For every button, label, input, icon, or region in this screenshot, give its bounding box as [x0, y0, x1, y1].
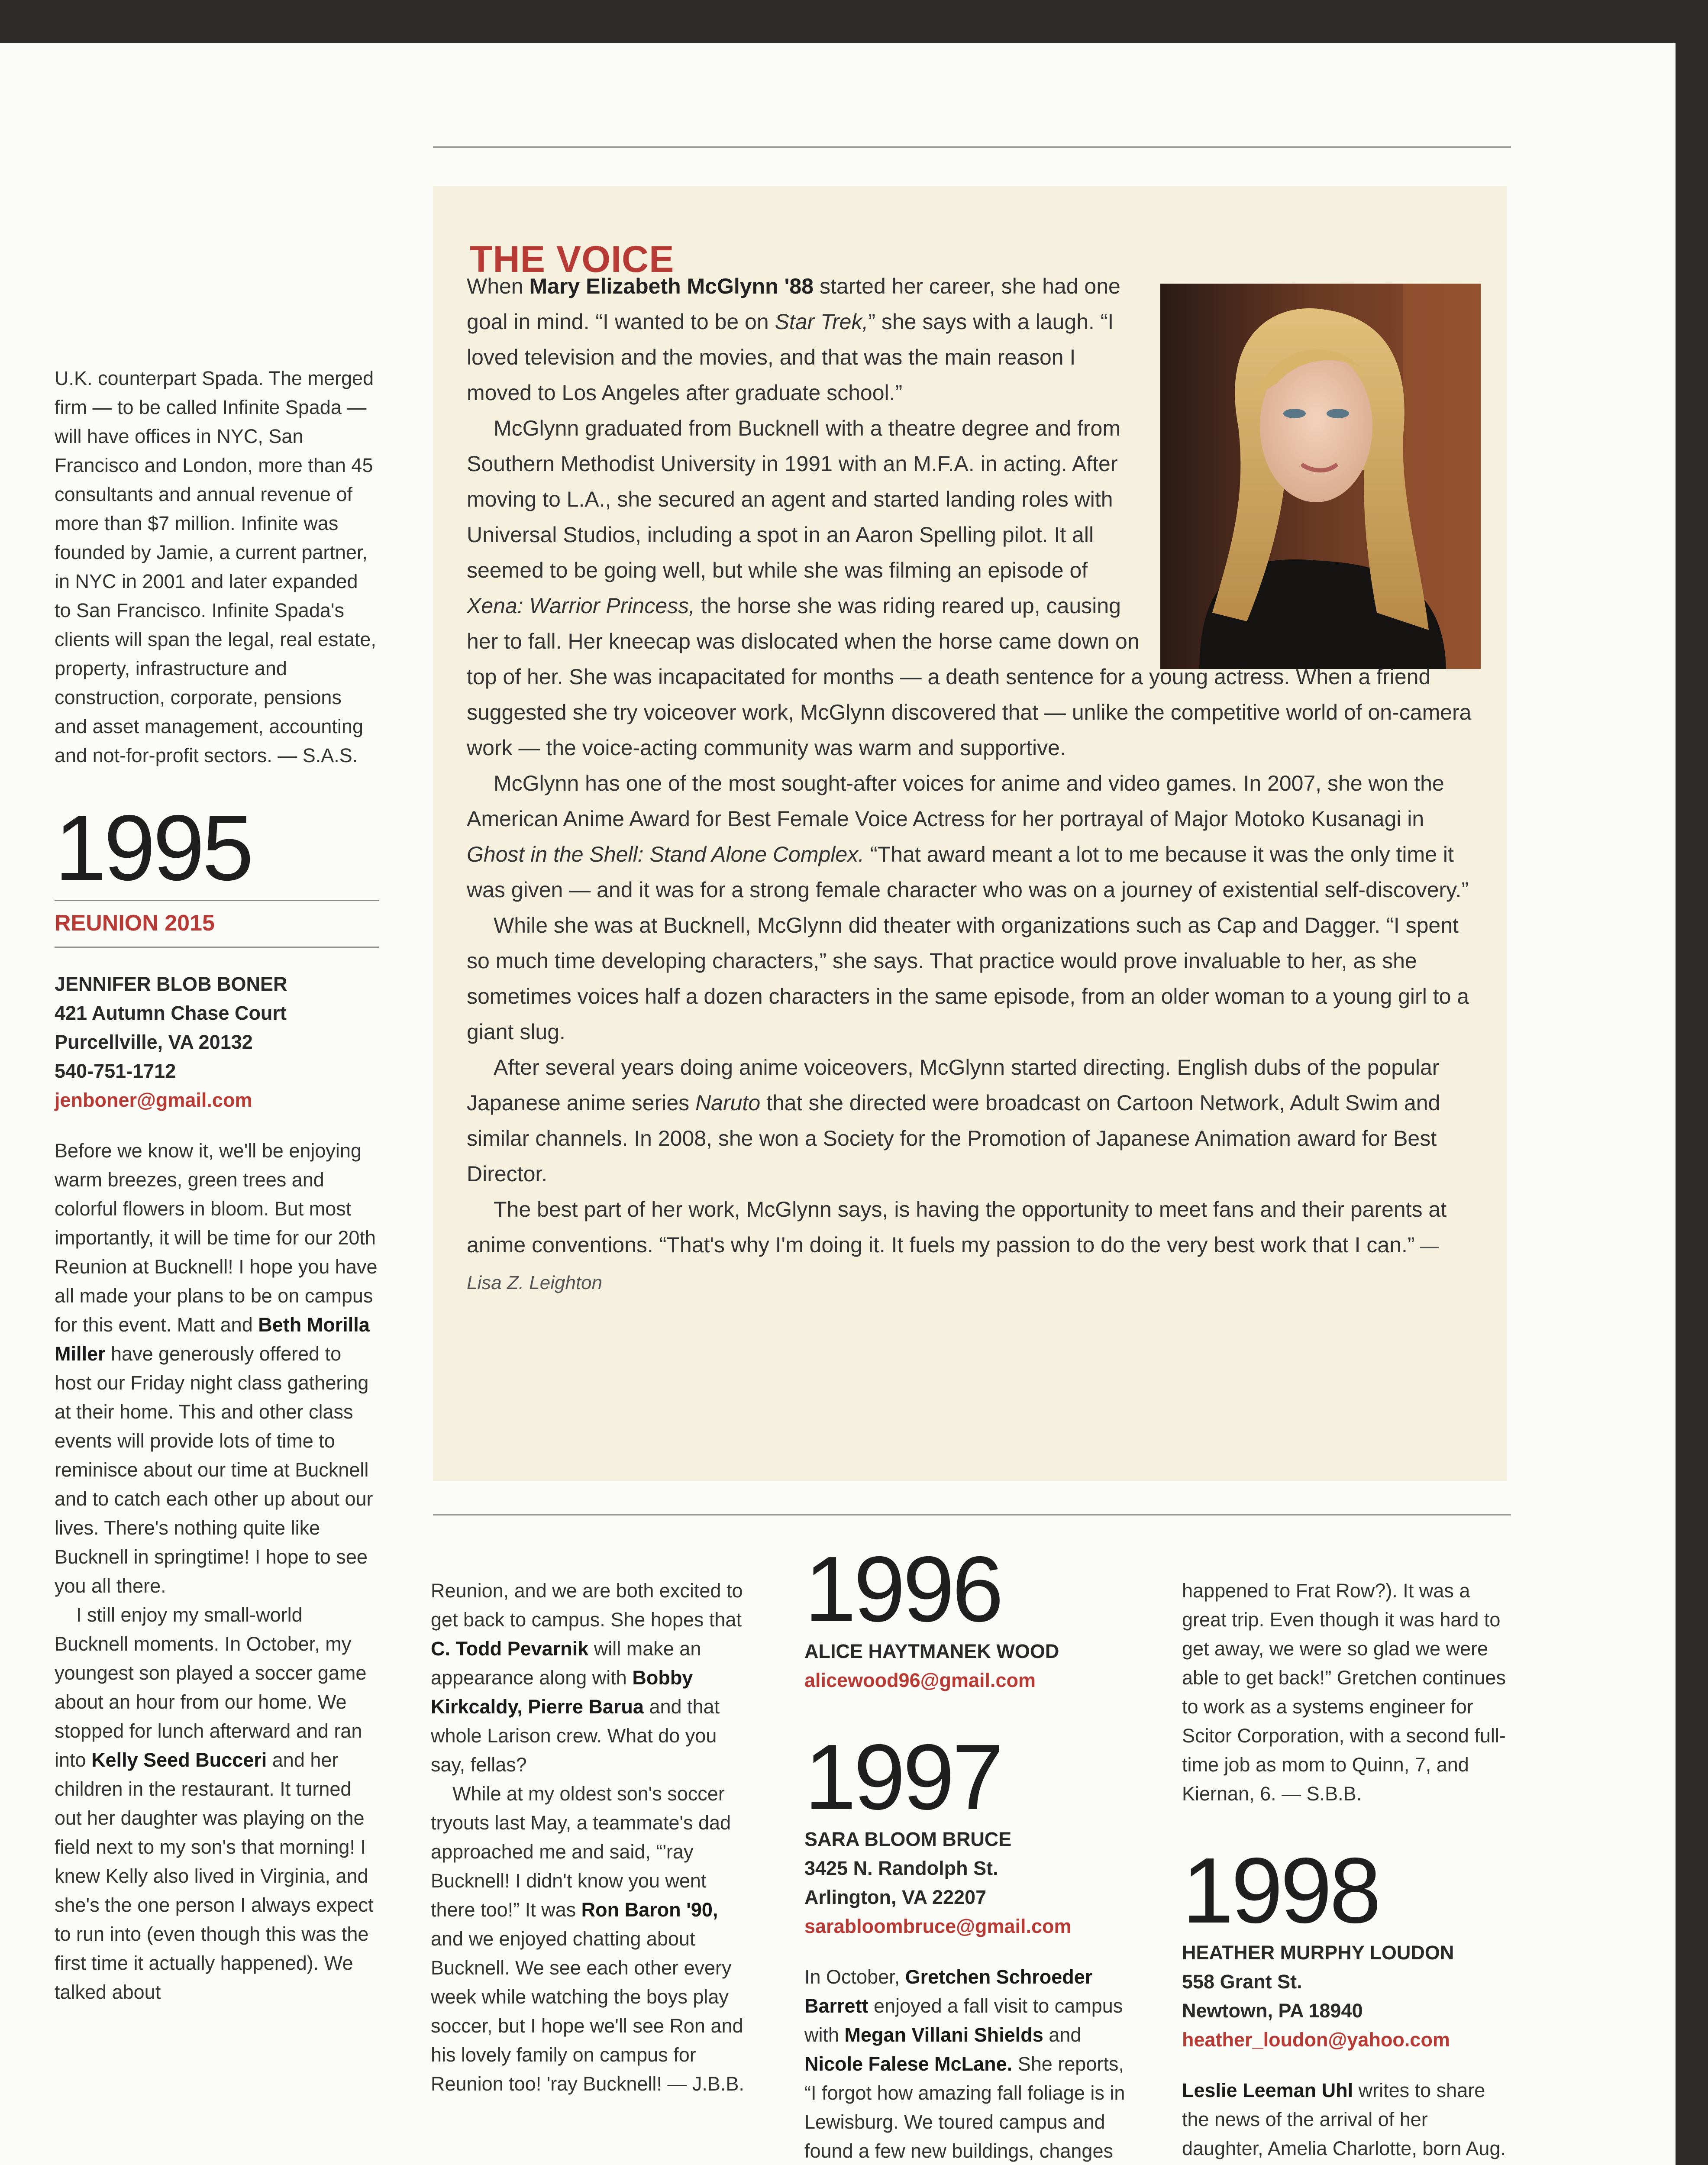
- sidebar-paragraph: McGlynn has one of the most sought-after voices for anime and video games. In 2007, she won the American Anime Award for Best Female Voice Actress for her portrayal of Major Motoko Kusanagi in Ghost in the Shell: Stand Alone Complex. “That award meant a lot to me because it was the only time it was given — and it was for a strong female character who was on a journey of existential self-discovery.”: [467, 771, 1469, 902]
- correspondent-name: HEATHER MURPHY LOUDON: [1182, 1942, 1454, 1964]
- class-note-text: I still enjoy my small-world Bucknell moments. In October, my youngest son played a soccer game about an hour from our home. We stopped for lunch afterward and ran into Kelly Seed Bucceri and her children in the restaurant. It turned out her daughter was playing on the field next to my son's that morning! I knew Kelly also lived in Virginia, and she's the one person I always expect to run into (even though this was the first time it actually happened). We talked about: [55, 1604, 374, 2003]
- article-byline: — Lisa Z. Leighton: [467, 1235, 1439, 1293]
- sidebar-paragraph: The best part of her work, McGlynn says, is having the opportunity to meet fans and their parents at anime conventions. “That's why I'm doing it. It fuels my passion to do the very best work that I can.” — Lisa Z. Leighton: [467, 1197, 1447, 1293]
- correspondent-name: SARA BLOOM BRUCE: [804, 1828, 1012, 1850]
- column-2: [431, 1576, 751, 2098]
- class-correspondent: [804, 1825, 1129, 1941]
- correspondent-city: Newtown, PA 18940: [1182, 2000, 1363, 2022]
- sidebar-title: THE VOICE: [470, 239, 675, 280]
- correspondent-email[interactable]: heather_loudon@yahoo.com: [1182, 2029, 1450, 2051]
- column-3: [804, 1537, 1129, 2165]
- class-year-heading: 1995: [55, 795, 252, 900]
- sidebar-paragraph: While she was at Bucknell, McGlynn did theater with organizations such as Cap and Dagger. “I spent so much time developing characters,” she says. That practice would prove invaluable to her, as she sometimes voices half a dozen characters in the same episode, from an older woman to a young girl to a giant slug.: [467, 913, 1469, 1044]
- class-note-text: happened to Frat Row?). It was a great trip. Even though it was hard to get away, we were so glad we were able to get back!” Gretchen continues to work as a systems engineer for Scitor Corporation, with a second full-time job as mom to Quinn, 7, and Kiernan, 6. — S.B.B.: [1182, 1580, 1506, 1805]
- correspondent-email[interactable]: jenboner@gmail.com: [55, 1089, 252, 1111]
- class-note-text: In October, Gretchen Schroeder Barrett enjoyed a fall visit to campus with Megan Villani Shields and Nicole Falese McLane. She reports, “I forgot how amazing fall foliage is in Lewisburg. We toured campus and found a few new buildings, changes: [804, 1966, 1125, 2162]
- top-divider: [433, 146, 1511, 148]
- reunion-rule: [55, 947, 379, 948]
- correspondent-address: 558 Grant St.: [1182, 1971, 1302, 1993]
- correspondent-email[interactable]: alicewood96@gmail.com: [804, 1669, 1036, 1691]
- sidebar-article-text: [467, 268, 1476, 1301]
- middle-divider: [433, 1514, 1511, 1516]
- correspondent-city: Arlington, VA 22207: [804, 1886, 987, 1908]
- class-correspondent: [804, 1637, 1129, 1695]
- class-correspondent: [1182, 1938, 1507, 2054]
- magazine-page: [0, 43, 1676, 2165]
- class-year-heading: 1997: [804, 1725, 1001, 1829]
- class-note-text: Leslie Leeman Uhl writes to share the news of the arrival of her daughter, Amelia Charlotte, born Aug.: [1182, 2079, 1506, 2159]
- correspondent-city: Purcellville, VA 20132: [55, 1031, 253, 1053]
- class-correspondent: [55, 969, 379, 1115]
- class-note-text: Before we know it, we'll be enjoying warm breezes, green trees and colorful flowers in bloom. But most importantly, it will be time for our 20th Reunion at Bucknell! I hope you have all made your plans to be on campus for this event. Matt and Beth Morilla Miller have generously offered to host our Friday night class gathering at their home. This and other class events will provide lots of time to reminisce about our time at Bucknell and to catch each other up about our lives. There's nothing quite like Bucknell in springtime! I hope to see you all there.: [55, 1140, 378, 1597]
- correspondent-name: JENNIFER BLOB BONER: [55, 973, 287, 995]
- photo-float-spacer: [1146, 268, 1476, 658]
- sidebar-the-voice: [433, 186, 1507, 1481]
- sidebar-paragraph: After several years doing anime voiceovers, McGlynn started directing. English dubs of the popular Japanese anime series Naruto that she directed were broadcast on Cartoon Network, Adult Swim and similar channels. In 2008, she won a Society for the Promotion of Japanese Animation award for Best Director.: [467, 1055, 1440, 1186]
- reunion-label: REUNION 2015: [55, 911, 215, 936]
- correspondent-address: 3425 N. Randolph St.: [804, 1857, 998, 1879]
- column-1: [55, 364, 379, 2007]
- correspondent-email[interactable]: sarabloombruce@gmail.com: [804, 1915, 1072, 1937]
- column-4: [1182, 1576, 1507, 2165]
- class-note-text: Reunion, and we are both excited to get back to campus. She hopes that C. Todd Pevarnik will make an appearance along with Bobby Kirkcaldy, Pierre Barua and that whole Larison crew. What do you say, fellas?: [431, 1580, 743, 1776]
- correspondent-address: 421 Autumn Chase Court: [55, 1002, 287, 1024]
- class-note-text: U.K. counterpart Spada. The merged firm — to be called Infinite Spada — will have offices in NYC, San Francisco and London, more than 45 consultants and annual revenue of more than $7 million. Infinite was founded by Jamie, a current partner, in NYC in 2001 and later expanded to San Francisco. Infinite Spada's clients will span the legal, real estate, property, infrastructure and construction, corporate, pensions and asset management, accounting and not-for-profit sectors. — S.A.S.: [55, 367, 376, 766]
- class-year-heading: 1996: [804, 1537, 1001, 1641]
- class-note-text: While at my oldest son's soccer tryouts last May, a teammate's dad approached me and said, “'ray Bucknell! I didn't know you went there too!” It was Ron Baron '90, and we enjoyed chatting about Bucknell. We see each other every week while watching the boys play soccer, but I hope we'll see Ron and his lovely family on campus for Reunion too! 'ray Bucknell! — J.B.B.: [431, 1783, 744, 2095]
- correspondent-name: ALICE HAYTMANEK WOOD: [804, 1640, 1059, 1662]
- correspondent-phone: 540-751-1712: [55, 1060, 176, 1082]
- sidebar-paragraph: McGlynn graduated from Bucknell with a theatre degree and from Southern Methodist University in 1991 with an M.F.A. in acting. After moving to L.A., she secured an agent and started landing roles with Universal Studios, including a spot in an Aaron Spelling pilot. It all seemed to be going well, but while she was filming an episode of Xena: Warrior Princess, the horse she was riding reared up, causing her to fall. Her kneecap was dislocated when the horse came down on top of her. She was incapacitated for months — a death sentence for a young actress. When a friend suggested she try voiceover work, McGlynn discovered that — unlike the competitive world of on-camera work — the voice-acting community was warm and supportive.: [467, 416, 1472, 760]
- class-year-heading: 1998: [1182, 1838, 1379, 1942]
- sidebar-paragraph: When Mary Elizabeth McGlynn '88 started her career, she had one goal in mind. “I wanted to be on Star Trek,” she says with a laugh. “I loved television and the movies, and that was the main reason I moved to Los Angeles after graduate school.”: [467, 274, 1120, 405]
